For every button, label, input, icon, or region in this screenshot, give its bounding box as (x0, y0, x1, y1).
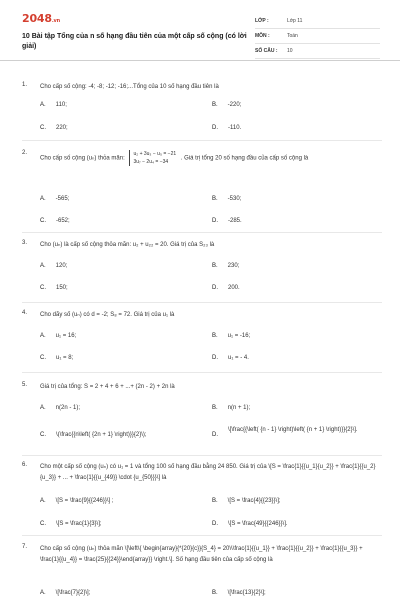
option-label: A. (40, 196, 46, 202)
option-text: n(2n - 1); (55, 405, 81, 411)
option-text: u₁ = 16; (55, 333, 77, 339)
option-a[interactable] (40, 261, 67, 271)
question-number: 5. (22, 382, 28, 388)
option-text: -285. (228, 218, 242, 224)
divider (22, 140, 382, 141)
question-stem: Cho dãy số (uₙ) có d = -2; S₈ = 72. Giá trị của u₁ là (40, 312, 175, 318)
option-text: \[S = \frac{4}{{23}}\]; (227, 498, 281, 504)
option-b[interactable] (212, 403, 250, 413)
equation-2: 3u₇ − 2u₄ = −34 (133, 159, 169, 165)
question-number: 1. (22, 82, 28, 88)
site-logo[interactable] (22, 12, 60, 25)
divider (22, 455, 382, 456)
option-text: -530; (227, 196, 242, 202)
option-label: C. (40, 521, 46, 527)
option-label: B. (212, 263, 218, 269)
option-label: C. (40, 432, 46, 438)
meta-value: Lớp 11 (287, 18, 303, 24)
question-6 (22, 462, 382, 532)
option-text: u₁ = 8; (56, 355, 74, 361)
option-d[interactable] (212, 519, 288, 529)
option-text: u₁ = - 4. (228, 355, 249, 361)
option-label: B. (212, 498, 218, 504)
option-label: D. (212, 285, 218, 291)
option-label: D. (212, 355, 218, 361)
meta-row-count (255, 44, 380, 59)
option-label: B. (212, 102, 218, 108)
option-text: \[\frac{{\left( {n - 1} \right)\left( {n + 1} \right)}}{2}\]. (228, 427, 358, 433)
equation-1: u₂ + 3u₃ − u₅ = −21 (133, 151, 177, 157)
option-label: D. (212, 521, 218, 527)
option-label: A. (40, 498, 46, 504)
option-text: -652; (56, 218, 70, 224)
meta-table (255, 14, 380, 59)
option-b[interactable] (212, 100, 241, 110)
option-b[interactable] (212, 194, 241, 204)
question-stem: Giá trị của tổng: S = 2 + 4 + 6 + ...+ (2n - 2) + 2n là (40, 384, 175, 390)
option-a[interactable] (40, 331, 76, 341)
option-text: 230; (227, 263, 240, 269)
option-a[interactable] (40, 100, 67, 110)
option-b[interactable] (212, 496, 281, 506)
option-text: 110; (55, 102, 67, 108)
option-d[interactable] (212, 216, 242, 226)
option-text: 120; (55, 263, 68, 269)
question-number: 3. (22, 240, 28, 246)
divider (22, 535, 382, 536)
option-c[interactable] (40, 216, 70, 226)
option-label: D. (212, 125, 218, 131)
question-stem: Cho cấp số cộng (uₙ) thỏa mãn \[\left\{ \begin{array}{*{20}{c}}{S_4} = 20\\\frac{1}{{u_1}} + \frac{1}{{u_2}} + \frac{1}{{u_3}} + \frac{1}{{u_4}} = \frac{25}{{24}}\end{array}} \right.\]. Số hạng đầu tiên của cấp số cộng là (40, 546, 363, 563)
option-label: D. (212, 432, 218, 438)
question-2 (22, 150, 382, 230)
page-header (0, 0, 400, 61)
option-text: \[\frac{7}{2}\]; (55, 590, 91, 596)
option-c[interactable] (40, 283, 68, 293)
option-d[interactable] (212, 283, 240, 293)
question-number: 6. (22, 462, 28, 468)
option-b[interactable] (212, 588, 266, 598)
option-text: -110. (228, 125, 242, 131)
option-text: -220; (227, 102, 242, 108)
option-label: C. (40, 125, 46, 131)
option-text: 220; (56, 125, 68, 131)
meta-row-subject (255, 29, 380, 44)
option-text: \[\frac{13}{2}\]; (227, 590, 266, 596)
option-c[interactable] (40, 123, 68, 133)
question-stem: Cho một cấp số cộng (uₙ) có u₁ = 1 và tổng 100 số hạng đầu bằng 24 850. Giá trị của \[S = \frac{1}{{u_1}{u_2}} + \frac{1}{{u_2}{u_3}} + ... + \frac{1}{{u_{49}} \cdot {u_{50}}}\] là (40, 464, 376, 481)
stem-post: . Giá trị tổng 20 số hạng đầu của cấp số cộng là (180, 155, 309, 162)
option-d[interactable] (212, 353, 249, 363)
option-d[interactable] (212, 425, 377, 440)
option-label: A. (40, 590, 46, 596)
question-3 (22, 240, 382, 295)
option-label: A. (40, 102, 46, 108)
option-label: A. (40, 405, 46, 411)
logo-main: 2048 (22, 12, 52, 25)
option-c[interactable] (40, 353, 73, 363)
meta-key: MÔN : (255, 33, 270, 39)
option-text: 150; (56, 285, 68, 291)
question-number: 4. (22, 310, 28, 316)
meta-key: LỚP : (255, 18, 269, 24)
meta-key: SỐ CÂU : (255, 48, 278, 54)
option-label: C. (40, 355, 46, 361)
question-stem: Cho cấp số cộng: -4; -8; -12; -16;...Tổng của 10 số hạng đầu tiên là (40, 84, 219, 90)
option-c[interactable] (40, 430, 200, 440)
option-label: B. (212, 196, 218, 202)
option-label: B. (212, 333, 218, 339)
question-stem (40, 150, 380, 166)
question-number: 2. (22, 150, 28, 156)
option-d[interactable] (212, 123, 241, 133)
divider (22, 232, 382, 233)
option-label: A. (40, 333, 46, 339)
option-label: D. (212, 218, 218, 224)
option-text: -565; (55, 196, 70, 202)
option-b[interactable] (212, 331, 250, 341)
question-number: 7. (22, 544, 28, 550)
option-label: C. (40, 285, 46, 291)
option-a[interactable] (40, 496, 114, 506)
document-title: 10 Bài tập Tổng của n số hạng đầu tiên của một cấp số cộng (có lời giải) (22, 33, 247, 50)
divider (22, 372, 382, 373)
stem-pre: Cho cấp số cộng (uₙ) thỏa mãn: (40, 155, 125, 162)
option-text: n(n + 1); (227, 405, 251, 411)
option-label: B. (212, 405, 218, 411)
equation-system (129, 150, 176, 166)
question-7 (22, 544, 382, 600)
option-text: 200. (228, 285, 240, 291)
option-text: u₁ = -16; (227, 333, 251, 339)
option-a[interactable] (40, 194, 69, 204)
option-text: \[S = \frac{49}{{246}}\]. (228, 521, 288, 527)
question-4 (22, 310, 382, 365)
option-label: A. (40, 263, 46, 269)
option-a[interactable] (40, 588, 90, 598)
option-text: \[S = \frac{1}{3}\]; (56, 521, 102, 527)
logo-suffix: .vn (51, 18, 60, 24)
option-c[interactable] (40, 519, 102, 529)
question-5 (22, 382, 382, 452)
option-a[interactable] (40, 403, 80, 413)
meta-value: 10 (287, 48, 293, 54)
divider (22, 302, 382, 303)
option-text: \[S = \frac{9}{{246}}\] ; (55, 498, 114, 504)
option-b[interactable] (212, 261, 239, 271)
meta-value: Toán (287, 33, 298, 39)
question-stem: Cho (uₙ) là cấp số cộng thỏa mãn: u₂ + u₂₂ = 20. Giá trị của S₂₃ là (40, 242, 215, 248)
question-1 (22, 82, 382, 132)
option-label: C. (40, 218, 46, 224)
option-text: \(\frac{{n\left( {2n + 1} \right)}}{2}\); (56, 432, 147, 438)
meta-row-class (255, 14, 380, 29)
option-label: B. (212, 590, 218, 596)
